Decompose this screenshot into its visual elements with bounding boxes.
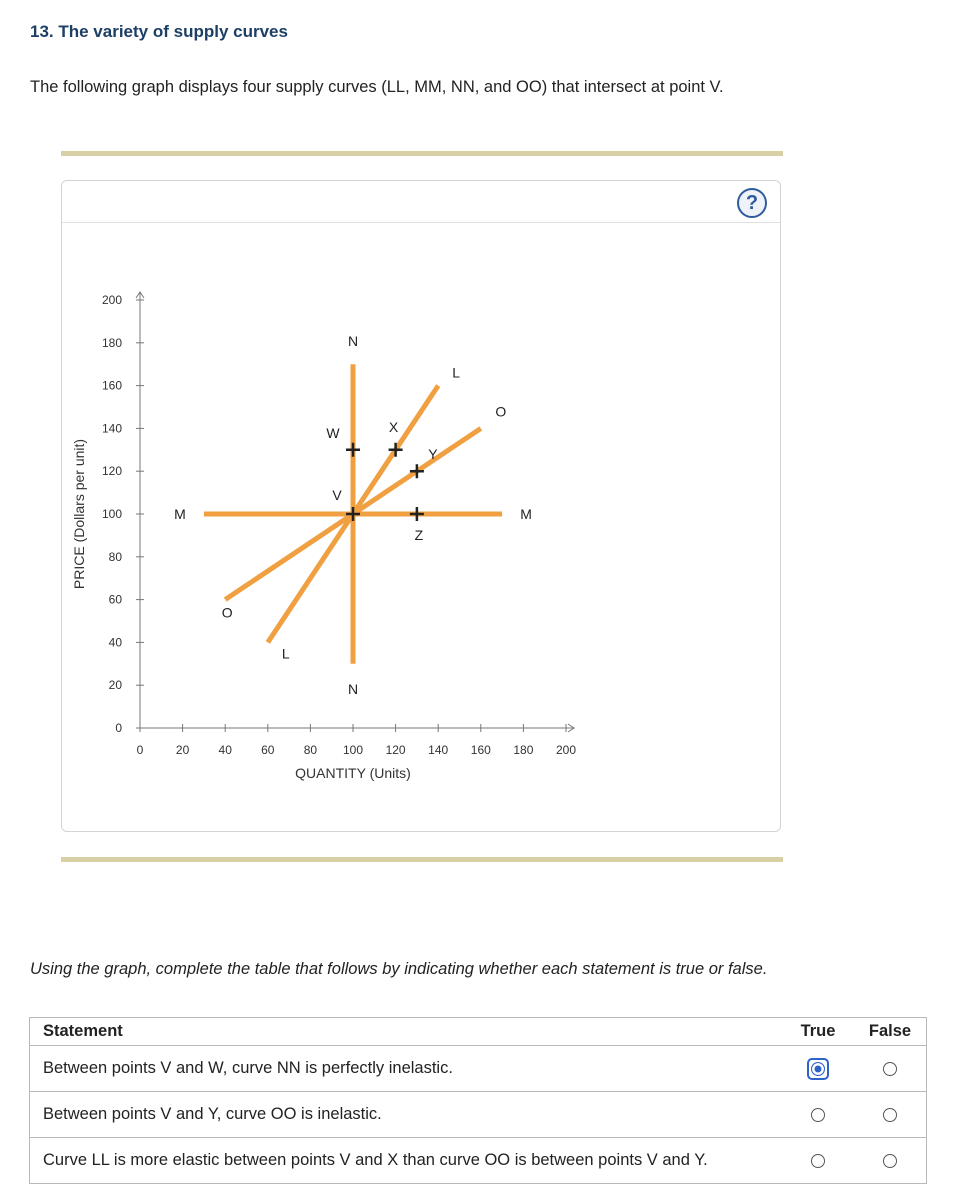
table-instructions: Using the graph, complete the table that follows by indicating whether each statement is true or false. [30, 960, 768, 978]
y-axis-label: PRICE (Dollars per unit) [71, 438, 87, 590]
x-tick-label: 100 [342, 743, 364, 757]
statement-text: Between points V and W, curve NN is perfectly inelastic. [30, 1046, 783, 1092]
curve-label-n: N [347, 680, 359, 697]
true-radio[interactable] [811, 1154, 825, 1168]
header-false: False [854, 1018, 927, 1046]
table-header-row [30, 1018, 927, 1046]
header-true: True [782, 1018, 854, 1046]
x-tick-label: 80 [303, 743, 318, 757]
false-cell [854, 1092, 927, 1138]
false-cell [854, 1046, 927, 1092]
x-tick-label: 0 [136, 743, 144, 757]
x-tick-label: 180 [513, 743, 534, 757]
x-tick-label: 20 [175, 743, 190, 757]
y-tick-label: 140 [101, 421, 122, 436]
point-label-x: X [388, 418, 399, 435]
true-cell [782, 1138, 854, 1184]
help-icon[interactable]: ? [737, 188, 767, 218]
curve-label-o: O [495, 403, 507, 420]
x-tick-label: 120 [385, 743, 406, 757]
statement-text: Between points V and Y, curve OO is inelastic. [30, 1092, 783, 1138]
false-radio[interactable] [883, 1062, 897, 1076]
point-label-v: V [332, 487, 342, 503]
x-tick-label: 60 [261, 743, 275, 757]
question-title: 13. The variety of supply curves [30, 22, 288, 41]
y-tick-label: 100 [101, 507, 122, 521]
table-row [30, 1092, 927, 1138]
table-row [30, 1046, 927, 1092]
point-label-w: W [326, 424, 340, 441]
curve-label-l: L [281, 645, 290, 662]
point-label-z: Z [414, 527, 424, 543]
y-tick-label: 200 [101, 293, 122, 307]
statement-text: Curve LL is more elastic between points V and X than curve OO is between points V and Y. [30, 1138, 783, 1184]
x-tick-label: 140 [428, 743, 449, 757]
y-tick-label: 40 [108, 635, 122, 650]
curve-label-m: M [520, 506, 532, 522]
curve-label-o: O [221, 604, 233, 621]
x-tick-label: 160 [470, 743, 491, 757]
y-tick-label: 120 [101, 464, 122, 479]
header-statement: Statement [30, 1018, 783, 1046]
x-axis-label: QUANTITY (Units) [295, 765, 411, 781]
y-tick-label: 0 [115, 721, 122, 735]
y-tick-label: 80 [108, 549, 122, 564]
false-radio[interactable] [883, 1108, 897, 1122]
table-row [30, 1138, 927, 1184]
y-tick-label: 20 [108, 678, 122, 693]
bottom-divider [61, 857, 783, 862]
statement-table [29, 1017, 927, 1184]
y-tick-label: 160 [101, 378, 122, 393]
x-tick-label: 200 [555, 743, 577, 757]
curve-label-n: N [347, 333, 359, 350]
curve-label-l: L [452, 364, 461, 381]
false-cell [854, 1138, 927, 1184]
y-tick-label: 60 [108, 592, 122, 607]
point-marker-z [410, 507, 424, 521]
true-cell [782, 1046, 854, 1092]
point-label-y: Y [428, 446, 438, 463]
true-radio[interactable] [807, 1058, 829, 1080]
true-radio[interactable] [811, 1108, 825, 1122]
true-cell [782, 1092, 854, 1138]
point-marker-w [346, 443, 360, 457]
question-intro: The following graph displays four supply curves (LL, MM, NN, and OO) that intersect at point V. [30, 78, 724, 96]
x-tick-label: 40 [218, 743, 232, 757]
y-tick-label: 180 [101, 335, 122, 350]
curve-label-m: M [174, 506, 186, 522]
false-radio[interactable] [883, 1154, 897, 1168]
